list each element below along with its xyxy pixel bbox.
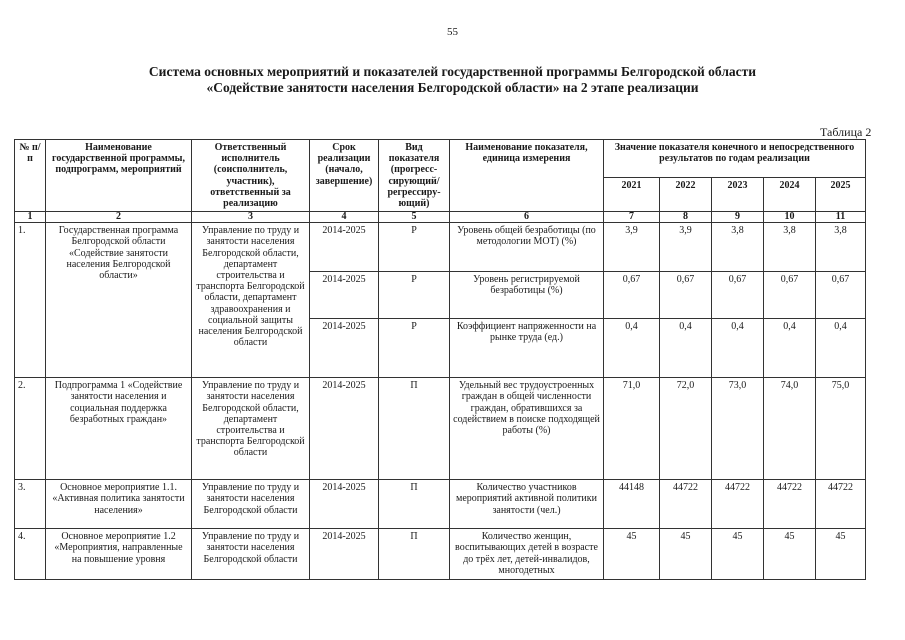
header-year: 2023	[712, 178, 764, 212]
column-number: 11	[816, 212, 866, 223]
row-value: 3,8	[764, 223, 816, 272]
row-term: 2014-2025	[310, 529, 379, 580]
header-indicator: Наименование показателя, единица измерения	[450, 140, 604, 212]
table-row	[15, 378, 866, 480]
row-executor: Управление по труду и занятости населения Белгородской области, департамент строительства и транспорта Белгородской области	[192, 378, 310, 480]
row-type: П	[379, 480, 450, 529]
row-value: 44722	[712, 480, 764, 529]
row-value: 3,8	[816, 223, 866, 272]
row-value: 44722	[816, 480, 866, 529]
row-value: 0,67	[604, 272, 660, 319]
row-indicator: Уровень общей безработицы (по методологии МОТ) (%)	[450, 223, 604, 272]
header-year: 2022	[660, 178, 712, 212]
row-name: Подпрограмма 1 «Содействие занятости населения и социальная поддержка безработных граждан»	[46, 378, 192, 480]
row-number: 1.	[15, 223, 46, 378]
column-number: 2	[46, 212, 192, 223]
document-title	[0, 64, 905, 95]
column-number: 6	[450, 212, 604, 223]
row-term: 2014-2025	[310, 319, 379, 378]
row-indicator: Количество участников мероприятий активной политики занятости (чел.)	[450, 480, 604, 529]
row-indicator: Количество женщин, воспитывающих детей в возрасте до трёх лет, детей-инвалидов, многодетных	[450, 529, 604, 580]
row-value: 44722	[764, 480, 816, 529]
header-name: Наименование государственной программы, подпрограмм, мероприятий	[46, 140, 192, 212]
row-executor: Управление по труду и занятости населения Белгородской области, департамент строительства и транспорта Белгородской области, департамент здравоохранения и социальной защиты населения Белгородской области	[192, 223, 310, 378]
title-line-2: «Содействие занятости населения Белгородской области» на 2 этапе реализации	[206, 79, 699, 95]
row-name: Основное мероприятие 1.2 «Мероприятия, направленные на повышение уровня	[46, 529, 192, 580]
row-term: 2014-2025	[310, 378, 379, 480]
row-type: П	[379, 378, 450, 480]
header-num: № п/п	[15, 140, 46, 212]
header-executor: Ответственный исполнитель (соисполнитель, участник), ответственный за реализацию	[192, 140, 310, 212]
header-year: 2021	[604, 178, 660, 212]
row-type: Р	[379, 319, 450, 378]
row-value: 0,67	[764, 272, 816, 319]
column-number: 8	[660, 212, 712, 223]
row-value: 74,0	[764, 378, 816, 480]
header-type: Вид показателя (прогресс-сирующий/ регрессиру-ющий)	[379, 140, 450, 212]
header-values-group: Значение показателя конечного и непосредственного результатов по годам реализации	[604, 140, 866, 178]
row-value: 3,9	[604, 223, 660, 272]
header-year: 2025	[816, 178, 866, 212]
header-row-1	[15, 140, 866, 178]
row-value: 72,0	[660, 378, 712, 480]
row-indicator: Коэффициент напряженности на рынке труда (ед.)	[450, 319, 604, 378]
row-value: 3,8	[712, 223, 764, 272]
row-executor: Управление по труду и занятости населения Белгородской области	[192, 480, 310, 529]
column-numbers-row	[15, 212, 866, 223]
row-value: 45	[660, 529, 712, 580]
column-number: 5	[379, 212, 450, 223]
row-value: 45	[604, 529, 660, 580]
row-name: Государственная программа Белгородской области «Содействие занятости населения Белгородской области»	[46, 223, 192, 378]
column-number: 10	[764, 212, 816, 223]
row-value: 75,0	[816, 378, 866, 480]
table-row	[15, 529, 866, 580]
row-value: 44722	[660, 480, 712, 529]
row-value: 0,4	[764, 319, 816, 378]
row-indicator: Удельный вес трудоустроенных граждан в общей численности граждан, обратившихся за содействием в поиске подходящей работы (%)	[450, 378, 604, 480]
row-value: 3,9	[660, 223, 712, 272]
row-value: 44148	[604, 480, 660, 529]
row-value: 0,67	[712, 272, 764, 319]
row-term: 2014-2025	[310, 272, 379, 319]
row-value: 45	[764, 529, 816, 580]
row-value: 45	[712, 529, 764, 580]
header-year: 2024	[764, 178, 816, 212]
page-number: 55	[447, 26, 458, 38]
header-term: Срок реализации (начало, завершение)	[310, 140, 379, 212]
column-number: 7	[604, 212, 660, 223]
row-number: 2.	[15, 378, 46, 480]
row-name: Основное мероприятие 1.1. «Активная политика занятости населения»	[46, 480, 192, 529]
indicators-table	[14, 139, 866, 580]
row-value: 73,0	[712, 378, 764, 480]
row-type: Р	[379, 223, 450, 272]
table-row	[15, 480, 866, 529]
row-type: П	[379, 529, 450, 580]
row-value: 0,4	[712, 319, 764, 378]
row-term: 2014-2025	[310, 480, 379, 529]
row-value: 45	[816, 529, 866, 580]
row-indicator: Уровень регистрируемой безработицы (%)	[450, 272, 604, 319]
column-number: 1	[15, 212, 46, 223]
row-value: 0,67	[660, 272, 712, 319]
row-value: 0,4	[816, 319, 866, 378]
row-number: 3.	[15, 480, 46, 529]
column-number: 3	[192, 212, 310, 223]
row-number: 4.	[15, 529, 46, 580]
table-row	[15, 223, 866, 272]
title-line-1: Система основных мероприятий и показателей государственной программы Белгородской области	[148, 64, 757, 79]
row-executor: Управление по труду и занятости населения Белгородской области	[192, 529, 310, 580]
row-value: 0,67	[816, 272, 866, 319]
row-type: Р	[379, 272, 450, 319]
table-label: Таблица 2	[820, 125, 872, 139]
column-number: 9	[712, 212, 764, 223]
row-value: 0,4	[604, 319, 660, 378]
row-value: 71,0	[604, 378, 660, 480]
row-value: 0,4	[660, 319, 712, 378]
column-number: 4	[310, 212, 379, 223]
row-term: 2014-2025	[310, 223, 379, 272]
